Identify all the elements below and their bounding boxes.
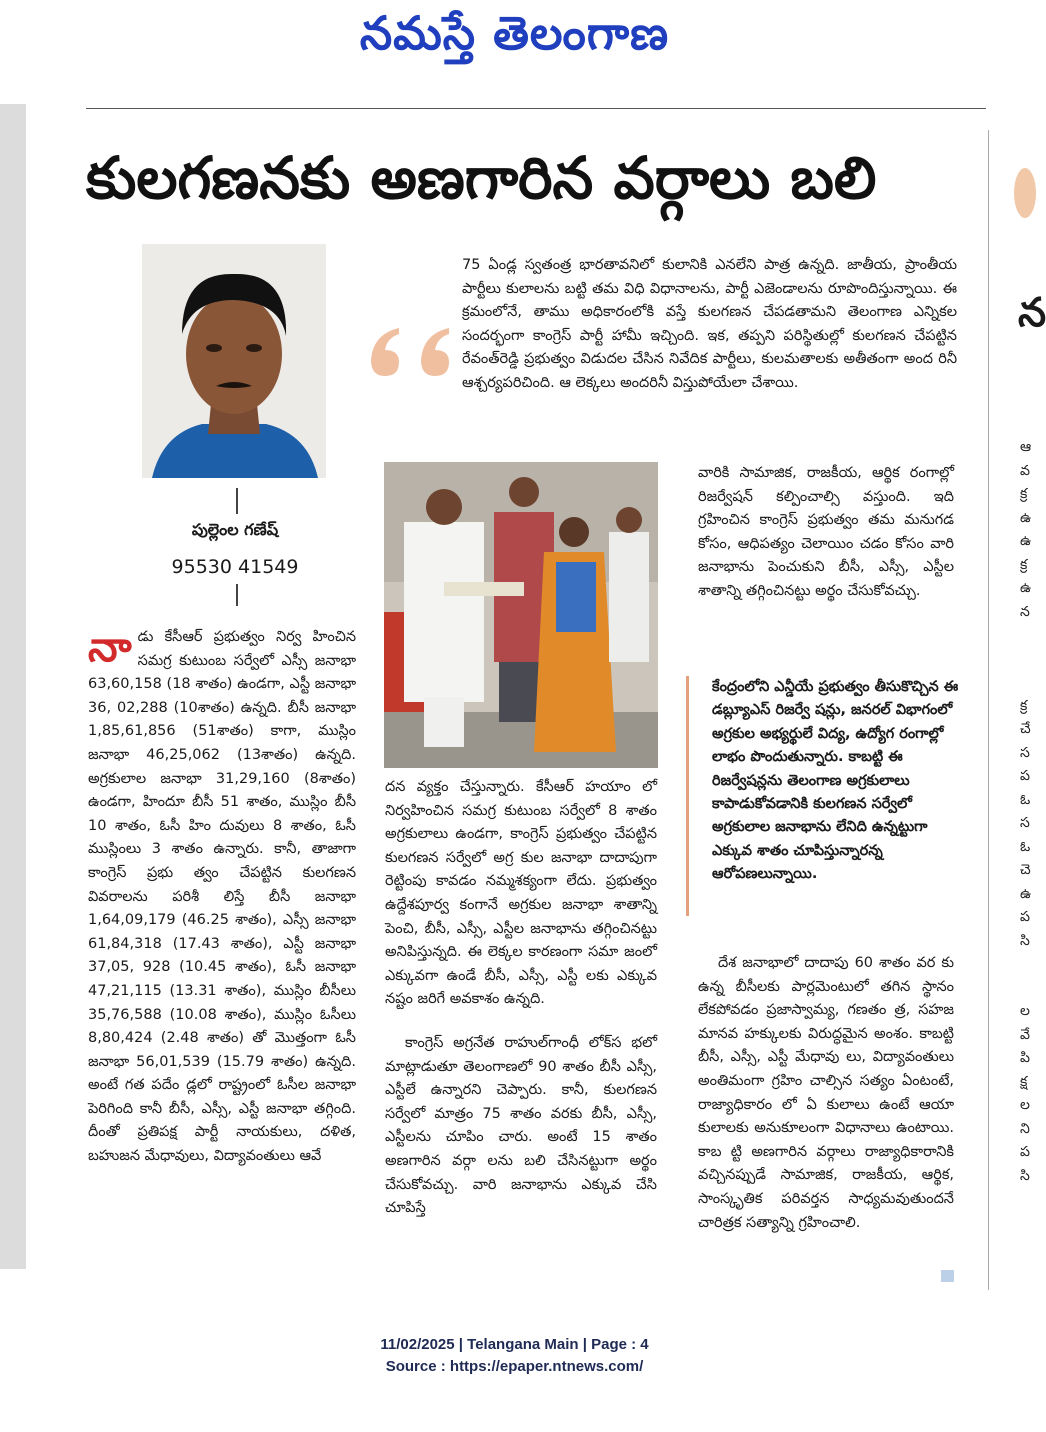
adjacent-article-fragment: క్ష <box>1020 1073 1028 1090</box>
article-intro: 75 ఏండ్ల స్వతంత్ర భారతావనిలో కులానికి ఎనలేని పాత్ర ఉన్నది. జాతీయ, ప్రాంతీయ పార్టీలు కులాలను బట్టి తమ విధి విధానాలను, పార్టీ ఎజెండాలను రూపొందిస్తున్నాయి. ఈ క్రమంలోనే, తాము అధికారంలోకి వస్తే కులగణన చేపడతామని తెలంగాణ ఎన్నికల సందర్భంగా కాంగ్రెస్ పార్టీ హామీ ఇచ్చింది. ఇక, తప్పని పరిస్థితుల్లో కులగణన చేపట్టిన రేవంత్‌రెడ్డి ప్రభుత్వం విడుదల చేసిన నివేదిక పార్టీలు, కులమతాలకు అతీతంగా అంద రినీ ఆశ్చర్యపరిచింది. ఆ లెక్కలు అందరినీ విస్తుపోయేలా చేశాయి. <box>462 257 957 391</box>
adjacent-article-fragment <box>1020 648 1032 672</box>
author-divider-line <box>236 488 238 514</box>
adjacent-article-fragment: సి <box>1020 1167 1030 1184</box>
adjacent-article-fragment <box>1020 977 1032 1001</box>
adjacent-article-text <box>1020 436 1032 1188</box>
adjacent-article-fragment: ప <box>1020 768 1030 784</box>
adjacent-article-fragment: ల <box>1020 1003 1030 1019</box>
adjacent-article-fragment: పి <box>1020 1050 1030 1066</box>
end-square-icon <box>941 1270 954 1282</box>
adjacent-article-fragment: ప <box>1020 909 1030 925</box>
page-footer <box>0 1334 1029 1378</box>
footer-edition-line: 11/02/2025 | Telangana Main | Page : 4 <box>380 1336 649 1353</box>
drop-cap: నా <box>88 622 132 671</box>
adjacent-article-fragment: ల <box>1020 1097 1030 1113</box>
adjacent-article-fragment: వ <box>1020 462 1030 479</box>
opening-quote-icon <box>355 310 455 390</box>
body-column-1 <box>88 622 356 1169</box>
adjacent-article-fragment: ని <box>1020 1120 1030 1137</box>
adjacent-article-fragment: స <box>1020 815 1030 831</box>
body-column-1-text: డు కేసీఆర్ ప్రభుత్వం నిర్వ హించిన సమగ్ర కుటుంబ సర్వేలో ఎస్సీ జనాభా 63,60,158 (18 శాతం) ఉండగా, ఎస్టీ జనాభా 36, 02,288 (10శాతం) ఉన్నది. బీసీ జనాభా 1,85,61,856 (51శాతం) కాగా, ముస్లిం జనాభా 46,25,062 (13శాతం) ఉన్నది. అగ్రకులాల జనాభా 31,29,160 (8శాతం) ఉండగా, హిందూ బీసీ 51 శాతం, ముస్లిం బీసీ 10 శాతం, ఓసీ హిం దువులు 8 శాతం, ఓసీ ముస్లింలు 3 శాతం ఉన్నారు. కానీ, తాజాగా కాంగ్రెస్ ప్రభు త్వం చేపట్టిన కులగణన వివరాలను పరిశీ లిస్తే బీసీ జనాభా 1,64,09,179 (46.25 శాతం), ఎస్సీ జనాభా 61,84,318 (17.43 శాతం), ఎస్టీ జనాభా 37,05, 928 (10.45 శాతం), ఓసీ జనాభా 47,21,115 (13.31 శాతం), ముస్లిం బీసీలు 35,76,588 (10.08 శాతం), ముస్లిం ఓసీలు 8,80,424 (2.48 శాతం) తో మొత్తంగా ఓసీ జనాభా 56,01,539 (15.79 శాతం) ఉన్నది. అంటే గత పదేం డ్లలో రాష్ట్రంలో ఓసీల జనాభా పెరిగింది కానీ బీసీ, ఎస్సీ, ఎస్టీ జనాభా తగ్గింది. దీంతో ప్రతిపక్ష పార్టీ నాయకులు, దళిత, బహుజన మేధావులు, విద్యావంతులు ఆవే <box>88 629 356 1165</box>
body-column-2-paragraph: కాంగ్రెస్ అగ్రనేత రాహుల్‌గాంధీ లోక్‌స భలో మాట్లాడుతూ తెలంగాణలో 90 శాతం బీసీ ఎస్సీ, ఎస్టీలే ఉన్నారని చెప్పారు. కానీ, కులగణన సర్వేలో మాత్రం 75 శాతం వరకు బీసీ, ఎస్సీ, ఎస్టీలను చూపిం చారు. అంటే 15 శాతం అణగారిన వర్గా లను బలి చేసినట్టుగా అర్థం చేసుకోవచ్చు. వారి జనాభాను ఎక్కువ చేసి చూపిస్తే <box>385 1034 657 1217</box>
article-headline: కులగణనకు అణగారిన వర్గాలు బలి <box>86 144 877 212</box>
body-column-3: వారికి సామాజిక, రాజకీయ, ఆర్థిక రంగాల్లో రిజర్వేషన్ కల్పించాల్సి వస్తుంది. ఇది గ్రహించిన కాంగ్రెస్ ప్రభుత్వం తమ మనుగడ కోసం, ఆధిపత్యం చెలాయిం చడం కోసం వారి జనాభాను పెంచుకుని బీసీ, ఎస్సీ, ఎస్టీల శాతాన్ని తగ్గించినట్టు అర్థం చేసుకోవచ్చు. <box>698 465 954 599</box>
adjacent-article-fragment: క్ర <box>1020 556 1028 573</box>
author-phone: 95530 41549 <box>171 556 299 578</box>
footer-source-line: Source : https://epaper.ntnews.com/ <box>385 1358 644 1375</box>
adjacent-article-fragment: వే <box>1020 1026 1030 1043</box>
adjacent-article-headline: న <box>1018 290 1046 336</box>
pull-quote: కేంద్రంలోని ఎన్డీయే ప్రభుత్వం తీసుకొచ్చిన ఈ డబ్ల్యూఎస్ రిజర్వే షన్లు, జనరల్ విభాగంలో అగ్రకుల అభ్యర్థులే విద్య, ఉద్యోగ రంగాల్లో లాభం పొందుతున్నారు. కాబట్టి ఈ రిజర్వేషన్లను తెలంగాణ అగ్రకులాలు కాపాడుకోవడానికి కులగణన సర్వేలో అగ్రకులాల జనాభాను లేనిది ఉన్నట్టుగా ఎక్కువ శాతం చూపిస్తున్నారన్న ఆరోపణలున్నాయి. <box>712 679 959 883</box>
adjacent-article-fragment: ఉ <box>1020 509 1032 526</box>
adjacent-article-fragment: ప <box>1020 1144 1030 1160</box>
adjacent-article-fragment: ఆ <box>1020 439 1032 455</box>
body-column-4: దేశ జనాభాలో దాదాపు 60 శాతం వర కు ఉన్న బీసీలకు పార్లమెంటులో తగిన స్థానం లేకపోవడం ప్రజాస్వామ్య, గణతం త్ర, సహజ మానవ హక్కులకు విరుద్ధమైన అంశం. కాబట్టి బీసీ, ఎస్సీ, ఎస్టీ మేధావు లు, విద్యావంతులు అంతిమంగా గ్రహిం చాల్సిన సత్యం ఏంటంటే, రాజ్యాధికారం లో ఏ కులాలు ఉంటే ఆయా కులాలకు అనుకూలంగా విధానాలు ఉంటాయి. కాబ ట్టి అణగారిన వర్గాలు రాజ్యాధికారానికి వచ్చినప్పుడే సామాజిక, రాజకీయ, ఆర్థిక, సాంస్కృతిక పరివర్తన సాధ్యమవుతుందనే చారిత్రక సత్యాన్ని గ్రహించాలి. <box>698 955 954 1231</box>
adjacent-article-fragment: న <box>1020 603 1030 620</box>
top-rule <box>86 108 986 109</box>
adjacent-article-fragment: స <box>1020 744 1030 761</box>
survey-news-photo <box>384 462 658 768</box>
masthead-logo: నమస్తే తెలంగాణ <box>359 6 670 60</box>
adjacent-article-fragment: చె <box>1020 862 1031 878</box>
adjacent-article-fragment: ఉ <box>1020 580 1032 596</box>
adjacent-article-fragment: ఓ <box>1020 838 1031 855</box>
adjacent-article-fragment: ఉ <box>1020 533 1032 549</box>
column-divider <box>988 130 989 1290</box>
author-photo <box>142 244 326 478</box>
adjacent-article-fragment <box>1020 671 1032 695</box>
page-edge-strip <box>0 104 26 1269</box>
body-column-2 <box>385 776 657 1221</box>
adjacent-article-quote-icon <box>1014 168 1036 218</box>
adjacent-article-fragment <box>1020 624 1032 648</box>
adjacent-article-fragment: సి <box>1020 932 1030 949</box>
adjacent-article-fragment: ఓ <box>1020 791 1031 808</box>
author-name: పుల్లెంల గణేష్ <box>191 520 279 539</box>
adjacent-article-fragment: క్ర <box>1020 697 1028 714</box>
adjacent-article-fragment: క్ర <box>1020 486 1028 502</box>
author-divider-line <box>236 584 238 606</box>
adjacent-article-fragment: చే <box>1020 721 1031 737</box>
pull-quote-rule <box>686 676 689 916</box>
adjacent-article-fragment: ఉ <box>1020 885 1032 902</box>
body-column-2-paragraph: దన వ్యక్తం చేస్తున్నారు. కేసీఆర్ హయాం లో నిర్వహించిన సమగ్ర కుటుంబ సర్వేలో 8 శాతం అగ్రకులాలు ఉండగా, కాంగ్రెస్ ప్రభుత్వం చేపట్టిన కులగణన సర్వేలో అగ్ర కుల జనాభా దాదాపుగా రెట్టింపు కావడం నమ్మశక్యంగా లేదు. ప్రభుత్వం ఉద్దేశపూర్వ కంగానే అగ్రకుల జనాభా శాతాన్ని పెంచి, బీసీ, ఎస్సీ, ఎస్టీల జనాభాను తగ్గించినట్టు అనిపిస్తున్నది. ఈ లెక్కల కారణంగా సమా జంలో ఎక్కువగా ఉండే బీసీ, ఎస్సీ, ఎస్టీ లకు ఎక్కువ నష్టం జరిగే అవకాశం ఉన్నది. <box>385 779 657 1008</box>
adjacent-article-fragment <box>1020 953 1032 977</box>
